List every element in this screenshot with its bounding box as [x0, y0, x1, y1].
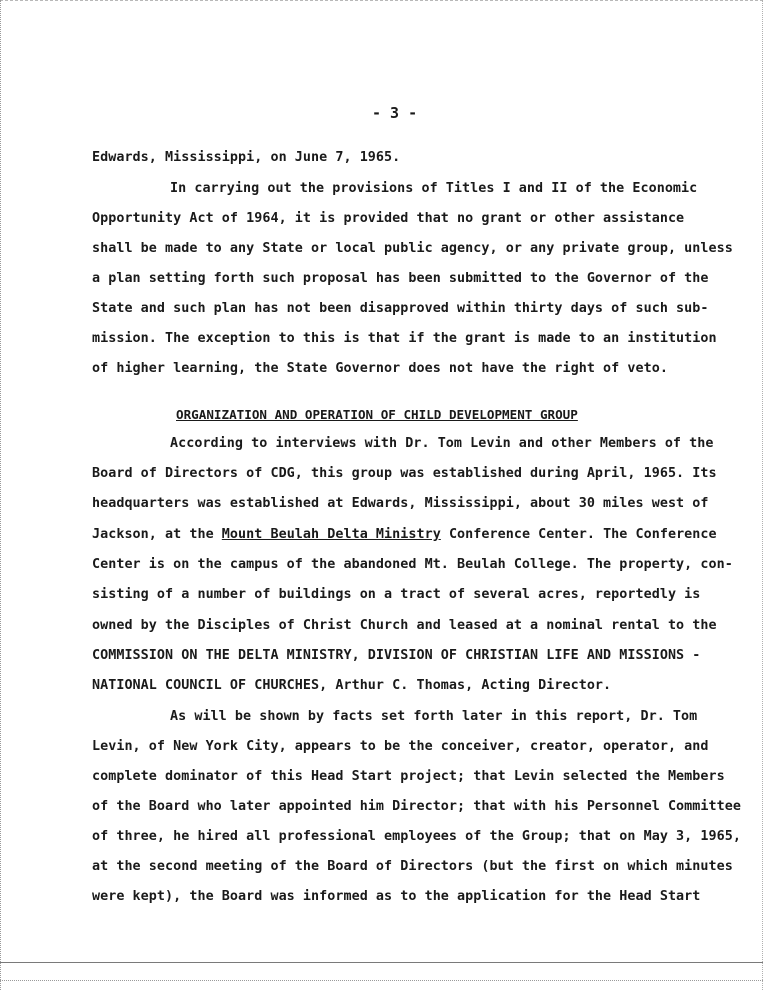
text-line: a plan setting forth such proposal has been submitted to the Governor of the	[92, 271, 709, 286]
text-line: In carrying out the provisions of Titles I and II of the Economic	[170, 181, 698, 196]
text-line: Levin, of New York City, appears to be the conceiver, creator, operator, and	[92, 739, 709, 754]
text-line: owned by the Disciples of Christ Church and leased at a nominal rental to the	[92, 618, 717, 633]
text-line: of the Board who later appointed him Director; that with his Personnel Committee	[92, 799, 741, 814]
text-segment: Conference Center. The Conference	[440, 527, 717, 542]
text-line: of three, he hired all professional employees of the Group; that on May 3, 1965,	[92, 829, 741, 844]
text-line: mission. The exception to this is that if the grant is made to an institution	[92, 331, 717, 346]
text-segment: Jackson, at the	[92, 527, 222, 542]
text-line: Board of Directors of CDG, this group was established during April, 1965. Its	[92, 466, 717, 481]
text-line: Edwards, Mississippi, on June 7, 1965.	[92, 150, 401, 165]
underlined-place-name: Mount Beulah Delta Ministry	[221, 527, 441, 542]
scan-edge-bottom	[0, 962, 763, 964]
text-line: Opportunity Act of 1964, it is provided that no grant or other assistance	[92, 211, 685, 226]
text-line: at the second meeting of the Board of Directors (but the first on which minutes	[92, 859, 733, 874]
text-line: of higher learning, the State Governor does not have the right of veto.	[92, 361, 668, 376]
text-line: NATIONAL COUNCIL OF CHURCHES, Arthur C. Thomas, Acting Director.	[92, 678, 612, 693]
text-line: sisting of a number of buildings on a tract of several acres, reportedly is	[92, 587, 701, 602]
text-line: complete dominator of this Head Start project; that Levin selected the Members	[92, 769, 725, 784]
text-line-with-underline	[92, 527, 717, 542]
text-line: State and such plan has not been disapproved within thirty days of such sub-	[92, 301, 709, 316]
text-line: As will be shown by facts set forth later in this report, Dr. Tom	[170, 709, 698, 724]
section-heading: ORGANIZATION AND OPERATION OF CHILD DEVELOPMENT GROUP	[176, 407, 578, 422]
text-line: According to interviews with Dr. Tom Levin and other Members of the	[170, 436, 714, 451]
scan-edge-right	[756, 0, 763, 990]
scan-edge-bottom-secondary	[0, 980, 763, 982]
scan-edge-top	[0, 0, 763, 4]
text-line: shall be made to any State or local public agency, or any private group, unless	[92, 241, 733, 256]
text-line: headquarters was established at Edwards, Mississippi, about 30 miles west of	[92, 496, 709, 511]
text-line: Center is on the campus of the abandoned Mt. Beulah College. The property, con-	[92, 557, 733, 572]
text-line: COMMISSION ON THE DELTA MINISTRY, DIVISION OF CHRISTIAN LIFE AND MISSIONS -	[92, 648, 701, 663]
scan-edge-left	[0, 0, 9, 990]
text-line: were kept), the Board was informed as to the application for the Head Start	[92, 889, 701, 904]
page-number: - 3 -	[372, 104, 418, 122]
